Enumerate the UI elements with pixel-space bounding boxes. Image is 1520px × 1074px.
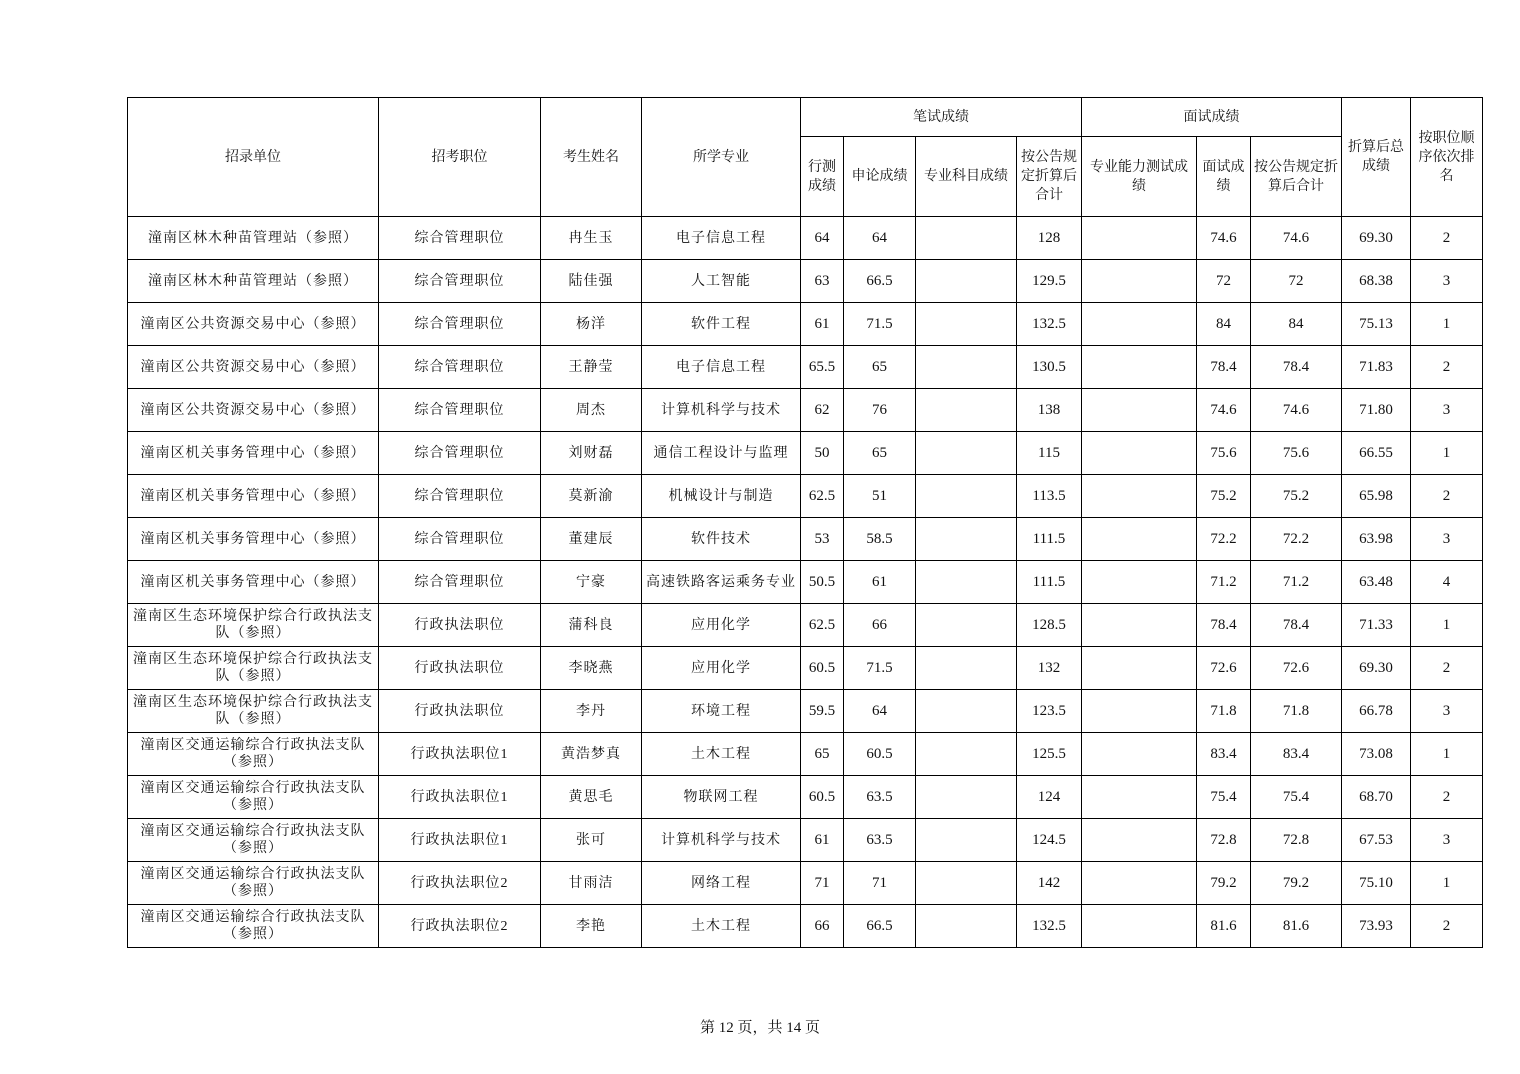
cell-written-converted: 132	[1017, 647, 1082, 690]
cell-major: 环境工程	[642, 690, 801, 733]
cell-total: 69.30	[1342, 217, 1411, 260]
cell-unit: 潼南区交通运输综合行政执法支队（参照）	[128, 733, 379, 776]
cell-written-converted: 123.5	[1017, 690, 1082, 733]
cell-major: 计算机科学与技术	[642, 819, 801, 862]
cell-xingce: 65	[801, 733, 844, 776]
header-written-group: 笔试成绩	[801, 98, 1082, 137]
cell-written-converted: 111.5	[1017, 561, 1082, 604]
cell-xingce: 62	[801, 389, 844, 432]
cell-rank: 1	[1411, 432, 1483, 475]
cell-shenlun: 65	[844, 432, 916, 475]
cell-rank: 3	[1411, 389, 1483, 432]
cell-written-converted: 130.5	[1017, 346, 1082, 389]
cell-position: 综合管理职位	[379, 475, 541, 518]
cell-interview-score: 81.6	[1197, 905, 1251, 948]
cell-interview-converted: 81.6	[1251, 905, 1342, 948]
cell-ability-test	[1082, 217, 1197, 260]
table-row	[128, 303, 1483, 346]
cell-rank: 2	[1411, 346, 1483, 389]
cell-ability-test	[1082, 604, 1197, 647]
cell-interview-converted: 72.8	[1251, 819, 1342, 862]
cell-rank: 3	[1411, 819, 1483, 862]
cell-xingce: 63	[801, 260, 844, 303]
table-row	[128, 260, 1483, 303]
header-professional-subject: 专业科目成绩	[916, 137, 1017, 217]
table-row	[128, 389, 1483, 432]
cell-position: 行政执法职位2	[379, 862, 541, 905]
cell-xingce: 65.5	[801, 346, 844, 389]
cell-written-converted: 124.5	[1017, 819, 1082, 862]
cell-total: 71.33	[1342, 604, 1411, 647]
cell-position: 综合管理职位	[379, 217, 541, 260]
cell-written-converted: 111.5	[1017, 518, 1082, 561]
cell-interview-score: 83.4	[1197, 733, 1251, 776]
score-table	[127, 97, 1483, 948]
cell-total: 71.80	[1342, 389, 1411, 432]
header-interview-converted: 按公告规定折算后合计	[1251, 137, 1342, 217]
cell-written-converted: 128	[1017, 217, 1082, 260]
cell-position: 行政执法职位2	[379, 905, 541, 948]
cell-shenlun: 60.5	[844, 733, 916, 776]
table-row	[128, 776, 1483, 819]
cell-professional-subject	[916, 260, 1017, 303]
cell-total: 75.10	[1342, 862, 1411, 905]
cell-interview-score: 72.2	[1197, 518, 1251, 561]
cell-interview-score: 79.2	[1197, 862, 1251, 905]
header-name: 考生姓名	[541, 98, 642, 217]
cell-major: 软件工程	[642, 303, 801, 346]
header-rank: 按职位顺序依次排名	[1411, 98, 1483, 217]
cell-interview-score: 72	[1197, 260, 1251, 303]
cell-total: 69.30	[1342, 647, 1411, 690]
cell-position: 行政执法职位	[379, 690, 541, 733]
page-footer: 第 12 页，共 14 页	[699, 1020, 820, 1036]
cell-ability-test	[1082, 303, 1197, 346]
cell-interview-converted: 75.2	[1251, 475, 1342, 518]
cell-interview-converted: 78.4	[1251, 346, 1342, 389]
cell-unit: 潼南区交通运输综合行政执法支队（参照）	[128, 862, 379, 905]
cell-interview-converted: 72	[1251, 260, 1342, 303]
cell-unit: 潼南区公共资源交易中心（参照）	[128, 346, 379, 389]
cell-ability-test	[1082, 862, 1197, 905]
cell-shenlun: 71.5	[844, 303, 916, 346]
cell-xingce: 64	[801, 217, 844, 260]
table-row	[128, 346, 1483, 389]
cell-name: 张可	[541, 819, 642, 862]
cell-unit: 潼南区交通运输综合行政执法支队（参照）	[128, 776, 379, 819]
cell-interview-score: 75.4	[1197, 776, 1251, 819]
header-interview-score: 面试成绩	[1197, 137, 1251, 217]
cell-position: 行政执法职位1	[379, 733, 541, 776]
cell-interview-score: 72.6	[1197, 647, 1251, 690]
cell-name: 甘雨洁	[541, 862, 642, 905]
cell-interview-score: 84	[1197, 303, 1251, 346]
cell-name: 王静莹	[541, 346, 642, 389]
cell-total: 73.93	[1342, 905, 1411, 948]
cell-interview-score: 74.6	[1197, 217, 1251, 260]
cell-major: 计算机科学与技术	[642, 389, 801, 432]
cell-position: 行政执法职位1	[379, 819, 541, 862]
cell-ability-test	[1082, 733, 1197, 776]
cell-interview-converted: 83.4	[1251, 733, 1342, 776]
cell-written-converted: 128.5	[1017, 604, 1082, 647]
cell-major: 应用化学	[642, 604, 801, 647]
cell-professional-subject	[916, 690, 1017, 733]
cell-xingce: 62.5	[801, 475, 844, 518]
cell-rank: 1	[1411, 303, 1483, 346]
table-row	[128, 432, 1483, 475]
header-xingce: 行测成绩	[801, 137, 844, 217]
cell-professional-subject	[916, 647, 1017, 690]
table-row	[128, 518, 1483, 561]
cell-unit: 潼南区机关事务管理中心（参照）	[128, 475, 379, 518]
table-row	[128, 647, 1483, 690]
cell-shenlun: 63.5	[844, 776, 916, 819]
cell-position: 综合管理职位	[379, 260, 541, 303]
cell-position: 综合管理职位	[379, 561, 541, 604]
cell-position: 综合管理职位	[379, 303, 541, 346]
cell-xingce: 61	[801, 819, 844, 862]
cell-name: 李艳	[541, 905, 642, 948]
cell-total: 66.78	[1342, 690, 1411, 733]
cell-shenlun: 64	[844, 217, 916, 260]
cell-interview-converted: 71.2	[1251, 561, 1342, 604]
cell-ability-test	[1082, 432, 1197, 475]
cell-shenlun: 66.5	[844, 260, 916, 303]
cell-unit: 潼南区公共资源交易中心（参照）	[128, 303, 379, 346]
cell-unit: 潼南区生态环境保护综合行政执法支队（参照）	[128, 647, 379, 690]
cell-written-converted: 115	[1017, 432, 1082, 475]
cell-ability-test	[1082, 647, 1197, 690]
header-position: 招考职位	[379, 98, 541, 217]
cell-interview-converted: 74.6	[1251, 389, 1342, 432]
cell-name: 刘财磊	[541, 432, 642, 475]
cell-total: 63.48	[1342, 561, 1411, 604]
cell-interview-score: 74.6	[1197, 389, 1251, 432]
cell-xingce: 50.5	[801, 561, 844, 604]
cell-written-converted: 132.5	[1017, 303, 1082, 346]
cell-xingce: 60.5	[801, 776, 844, 819]
cell-interview-converted: 72.6	[1251, 647, 1342, 690]
cell-name: 陆佳强	[541, 260, 642, 303]
cell-major: 电子信息工程	[642, 217, 801, 260]
cell-professional-subject	[916, 432, 1017, 475]
cell-written-converted: 124	[1017, 776, 1082, 819]
cell-ability-test	[1082, 518, 1197, 561]
cell-name: 周杰	[541, 389, 642, 432]
cell-interview-converted: 84	[1251, 303, 1342, 346]
cell-interview-score: 75.6	[1197, 432, 1251, 475]
cell-shenlun: 76	[844, 389, 916, 432]
table-row	[128, 819, 1483, 862]
cell-total: 68.70	[1342, 776, 1411, 819]
table-row	[128, 862, 1483, 905]
cell-professional-subject	[916, 733, 1017, 776]
cell-interview-converted: 75.4	[1251, 776, 1342, 819]
cell-xingce: 53	[801, 518, 844, 561]
table-body	[128, 217, 1483, 948]
cell-interview-score: 75.2	[1197, 475, 1251, 518]
cell-professional-subject	[916, 518, 1017, 561]
cell-professional-subject	[916, 561, 1017, 604]
table-header	[128, 98, 1483, 217]
cell-major: 机械设计与制造	[642, 475, 801, 518]
table-row	[128, 733, 1483, 776]
cell-major: 高速铁路客运乘务专业	[642, 561, 801, 604]
cell-shenlun: 66.5	[844, 905, 916, 948]
cell-interview-score: 71.2	[1197, 561, 1251, 604]
cell-shenlun: 65	[844, 346, 916, 389]
cell-unit: 潼南区机关事务管理中心（参照）	[128, 432, 379, 475]
cell-major: 土木工程	[642, 733, 801, 776]
cell-ability-test	[1082, 561, 1197, 604]
cell-unit: 潼南区生态环境保护综合行政执法支队（参照）	[128, 604, 379, 647]
cell-position: 综合管理职位	[379, 518, 541, 561]
cell-shenlun: 51	[844, 475, 916, 518]
cell-professional-subject	[916, 862, 1017, 905]
table-row	[128, 690, 1483, 733]
cell-position: 综合管理职位	[379, 346, 541, 389]
cell-major: 应用化学	[642, 647, 801, 690]
cell-total: 66.55	[1342, 432, 1411, 475]
cell-rank: 1	[1411, 604, 1483, 647]
cell-rank: 4	[1411, 561, 1483, 604]
cell-professional-subject	[916, 819, 1017, 862]
cell-shenlun: 61	[844, 561, 916, 604]
cell-rank: 3	[1411, 690, 1483, 733]
header-unit: 招录单位	[128, 98, 379, 217]
cell-xingce: 61	[801, 303, 844, 346]
header-ability-test: 专业能力测试成绩	[1082, 137, 1197, 217]
cell-name: 宁豪	[541, 561, 642, 604]
header-written-converted: 按公告规定折算后合计	[1017, 137, 1082, 217]
cell-unit: 潼南区机关事务管理中心（参照）	[128, 518, 379, 561]
cell-written-converted: 129.5	[1017, 260, 1082, 303]
cell-ability-test	[1082, 690, 1197, 733]
table-row	[128, 217, 1483, 260]
cell-interview-converted: 71.8	[1251, 690, 1342, 733]
cell-major: 人工智能	[642, 260, 801, 303]
cell-shenlun: 66	[844, 604, 916, 647]
cell-unit: 潼南区林木种苗管理站（参照）	[128, 260, 379, 303]
cell-interview-converted: 75.6	[1251, 432, 1342, 475]
cell-ability-test	[1082, 905, 1197, 948]
cell-professional-subject	[916, 217, 1017, 260]
cell-written-converted: 132.5	[1017, 905, 1082, 948]
cell-total: 71.83	[1342, 346, 1411, 389]
cell-xingce: 66	[801, 905, 844, 948]
cell-shenlun: 64	[844, 690, 916, 733]
cell-unit: 潼南区公共资源交易中心（参照）	[128, 389, 379, 432]
cell-unit: 潼南区交通运输综合行政执法支队（参照）	[128, 905, 379, 948]
cell-xingce: 59.5	[801, 690, 844, 733]
cell-unit: 潼南区林木种苗管理站（参照）	[128, 217, 379, 260]
cell-major: 土木工程	[642, 905, 801, 948]
cell-name: 蒲科良	[541, 604, 642, 647]
table-row	[128, 475, 1483, 518]
cell-interview-converted: 72.2	[1251, 518, 1342, 561]
cell-ability-test	[1082, 389, 1197, 432]
cell-rank: 3	[1411, 518, 1483, 561]
cell-professional-subject	[916, 346, 1017, 389]
cell-name: 冉生玉	[541, 217, 642, 260]
cell-interview-score: 78.4	[1197, 346, 1251, 389]
cell-professional-subject	[916, 905, 1017, 948]
cell-rank: 1	[1411, 862, 1483, 905]
cell-ability-test	[1082, 776, 1197, 819]
cell-name: 黄浩梦真	[541, 733, 642, 776]
cell-shenlun: 63.5	[844, 819, 916, 862]
cell-major: 网络工程	[642, 862, 801, 905]
cell-professional-subject	[916, 389, 1017, 432]
cell-total: 68.38	[1342, 260, 1411, 303]
cell-major: 物联网工程	[642, 776, 801, 819]
cell-name: 李丹	[541, 690, 642, 733]
cell-position: 综合管理职位	[379, 432, 541, 475]
cell-written-converted: 113.5	[1017, 475, 1082, 518]
cell-interview-score: 71.8	[1197, 690, 1251, 733]
cell-rank: 2	[1411, 776, 1483, 819]
header-shenlun: 申论成绩	[844, 137, 916, 217]
cell-xingce: 60.5	[801, 647, 844, 690]
cell-interview-converted: 78.4	[1251, 604, 1342, 647]
cell-ability-test	[1082, 346, 1197, 389]
cell-total: 67.53	[1342, 819, 1411, 862]
header-interview-group: 面试成绩	[1082, 98, 1342, 137]
cell-shenlun: 71.5	[844, 647, 916, 690]
cell-total: 65.98	[1342, 475, 1411, 518]
cell-professional-subject	[916, 475, 1017, 518]
cell-xingce: 50	[801, 432, 844, 475]
cell-rank: 2	[1411, 217, 1483, 260]
cell-name: 杨洋	[541, 303, 642, 346]
cell-shenlun: 71	[844, 862, 916, 905]
cell-name: 董建辰	[541, 518, 642, 561]
cell-position: 综合管理职位	[379, 389, 541, 432]
cell-professional-subject	[916, 303, 1017, 346]
cell-name: 李晓燕	[541, 647, 642, 690]
cell-position: 行政执法职位1	[379, 776, 541, 819]
cell-major: 通信工程设计与监理	[642, 432, 801, 475]
cell-unit: 潼南区机关事务管理中心（参照）	[128, 561, 379, 604]
cell-xingce: 71	[801, 862, 844, 905]
cell-total: 73.08	[1342, 733, 1411, 776]
header-major: 所学专业	[642, 98, 801, 217]
cell-interview-score: 78.4	[1197, 604, 1251, 647]
cell-position: 行政执法职位	[379, 604, 541, 647]
cell-position: 行政执法职位	[379, 647, 541, 690]
cell-rank: 1	[1411, 733, 1483, 776]
cell-ability-test	[1082, 819, 1197, 862]
cell-written-converted: 125.5	[1017, 733, 1082, 776]
cell-written-converted: 138	[1017, 389, 1082, 432]
cell-total: 63.98	[1342, 518, 1411, 561]
cell-interview-score: 72.8	[1197, 819, 1251, 862]
cell-major: 电子信息工程	[642, 346, 801, 389]
header-total: 折算后总成绩	[1342, 98, 1411, 217]
cell-written-converted: 142	[1017, 862, 1082, 905]
cell-rank: 2	[1411, 647, 1483, 690]
cell-ability-test	[1082, 475, 1197, 518]
table-row	[128, 561, 1483, 604]
cell-rank: 2	[1411, 905, 1483, 948]
cell-name: 黄思毛	[541, 776, 642, 819]
table-row	[128, 905, 1483, 948]
cell-name: 莫新渝	[541, 475, 642, 518]
cell-professional-subject	[916, 776, 1017, 819]
cell-xingce: 62.5	[801, 604, 844, 647]
cell-ability-test	[1082, 260, 1197, 303]
cell-interview-converted: 74.6	[1251, 217, 1342, 260]
cell-unit: 潼南区交通运输综合行政执法支队（参照）	[128, 819, 379, 862]
table-row	[128, 604, 1483, 647]
cell-unit: 潼南区生态环境保护综合行政执法支队（参照）	[128, 690, 379, 733]
cell-interview-converted: 79.2	[1251, 862, 1342, 905]
cell-total: 75.13	[1342, 303, 1411, 346]
cell-rank: 2	[1411, 475, 1483, 518]
cell-shenlun: 58.5	[844, 518, 916, 561]
cell-professional-subject	[916, 604, 1017, 647]
cell-major: 软件技术	[642, 518, 801, 561]
cell-rank: 3	[1411, 260, 1483, 303]
